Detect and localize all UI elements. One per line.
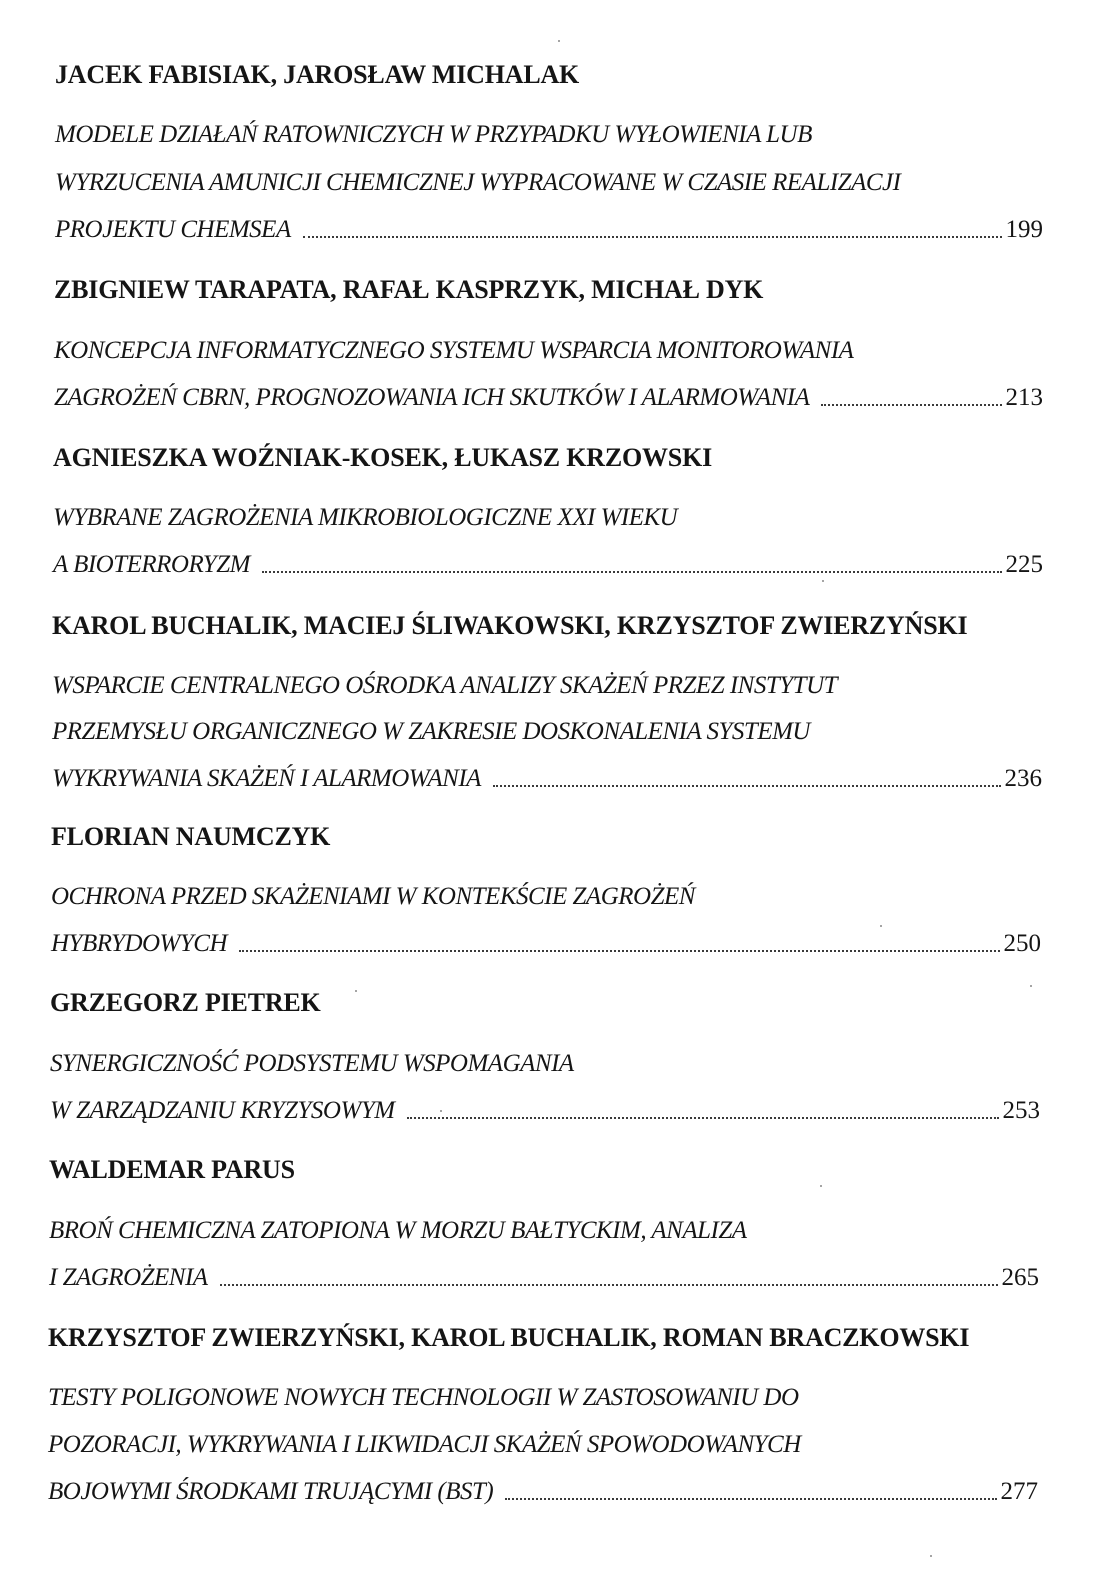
scan-speck <box>880 925 882 927</box>
entry-title-line: PROJEKTU CHEMSEA <box>55 216 291 243</box>
entry-last-line <box>48 1477 1038 1507</box>
entry-title-line: BOJOWYMI ŚRODKAMI TRUJĄCYMI (BST) <box>48 1478 494 1505</box>
dot-leader <box>505 1498 996 1500</box>
scan-speck <box>822 580 824 582</box>
entry-title-line: W ZARZĄDZANIU KRYZYSOWYM <box>50 1097 395 1124</box>
entry-title-line: BROŃ CHEMICZNA ZATOPIONA W MORZU BAŁTYCKIM, ANALIZA <box>49 1217 747 1244</box>
scan-speck <box>558 40 560 42</box>
dot-leader <box>493 785 1001 787</box>
entry-page-number: 199 <box>1005 216 1043 243</box>
entry-authors: AGNIESZKA WOŹNIAK-KOSEK, ŁUKASZ KRZOWSKI <box>53 443 713 472</box>
entry-page-number: 225 <box>1005 551 1043 578</box>
entry-title-line: WSPARCIE CENTRALNEGO OŚRODKA ANALIZY SKAŻEŃ PRZEZ INSTYTUT <box>52 672 838 699</box>
entry-title-line: WYBRANE ZAGROŻENIA MIKROBIOLOGICZNE XXI WIEKU <box>53 504 678 531</box>
entry-page-number: 277 <box>1000 1478 1038 1505</box>
entry-page-number: 250 <box>1003 930 1041 957</box>
entry-title-line: ZAGROŻEŃ CBRN, PROGNOZOWANIA ICH SKUTKÓW I ALARMOWANIA <box>54 384 810 411</box>
entry-title-line: TESTY POLIGONOWE NOWYCH TECHNOLOGII W ZASTOSOWANIU DO <box>48 1384 799 1411</box>
dot-leader <box>303 236 1002 238</box>
entry-authors: KRZYSZTOF ZWIERZYŃSKI, KAROL BUCHALIK, ROMAN BRACZKOWSKI <box>48 1323 970 1352</box>
entry-authors: KAROL BUCHALIK, MACIEJ ŚLIWAKOWSKI, KRZYSZTOF ZWIERZYŃSKI <box>52 611 968 640</box>
dot-leader <box>262 571 1002 573</box>
entry-last-line <box>51 929 1041 959</box>
dot-leader <box>821 404 1001 406</box>
entry-title-line: POZORACJI, WYKRYWANIA I LIKWIDACJI SKAŻEŃ SPOWODOWANYCH <box>48 1431 801 1458</box>
entry-title-line: PRZEMYSŁU ORGANICZNEGO W ZAKRESIE DOSKONALENIA SYSTEMU <box>52 718 810 745</box>
scan-speck <box>1030 985 1032 987</box>
scan-speck <box>820 1185 822 1187</box>
entry-page-number: 265 <box>1001 1264 1039 1291</box>
dot-leader <box>220 1284 998 1286</box>
scan-speck <box>930 1555 932 1557</box>
dot-leader <box>407 1117 999 1119</box>
entry-title-line: A BIOTERRORYZM <box>53 551 250 578</box>
entry-page-number: 213 <box>1005 384 1043 411</box>
entry-title-line: WYKRYWANIA SKAŻEŃ I ALARMOWANIA <box>52 765 481 792</box>
scan-speck <box>355 990 357 992</box>
entry-title-line: KONCEPCJA INFORMATYCZNEGO SYSTEMU WSPARCIA MONITOROWANIA <box>54 337 854 364</box>
entry-title-line: I ZAGROŻENIA <box>49 1264 208 1291</box>
entry-authors: JACEK FABISIAK, JAROSŁAW MICHALAK <box>55 60 580 89</box>
entry-title-line: MODELE DZIAŁAŃ RATOWNICZYCH W PRZYPADKU WYŁOWIENIA LUB <box>55 121 812 148</box>
entry-last-line <box>52 764 1042 794</box>
dot-leader <box>239 950 999 952</box>
entry-authors: ZBIGNIEW TARAPATA, RAFAŁ KASPRZYK, MICHAŁ DYK <box>54 275 764 304</box>
scan-speck <box>440 1110 442 1112</box>
entry-authors: GRZEGORZ PIETREK <box>50 988 321 1017</box>
entry-page-number: 253 <box>1002 1097 1040 1124</box>
entry-last-line <box>53 550 1043 580</box>
entry-title-line: WYRZUCENIA AMUNICJI CHEMICZNEJ WYPRACOWANE W CZASIE REALIZACJI <box>55 169 901 196</box>
entry-authors: WALDEMAR PARUS <box>49 1155 295 1184</box>
entry-last-line <box>49 1263 1039 1293</box>
entry-title-line: HYBRYDOWYCH <box>51 930 228 957</box>
entry-title-line: OCHRONA PRZED SKAŻENIAMI W KONTEKŚCIE ZAGROŻEŃ <box>51 883 695 910</box>
entry-title-line: SYNERGICZNOŚĆ PODSYSTEMU WSPOMAGANIA <box>50 1050 574 1077</box>
entry-last-line <box>55 215 1043 245</box>
entry-authors: FLORIAN NAUMCZYK <box>51 822 331 851</box>
entry-page-number: 236 <box>1004 765 1042 792</box>
entry-last-line <box>50 1096 1040 1126</box>
entry-last-line <box>54 383 1043 413</box>
